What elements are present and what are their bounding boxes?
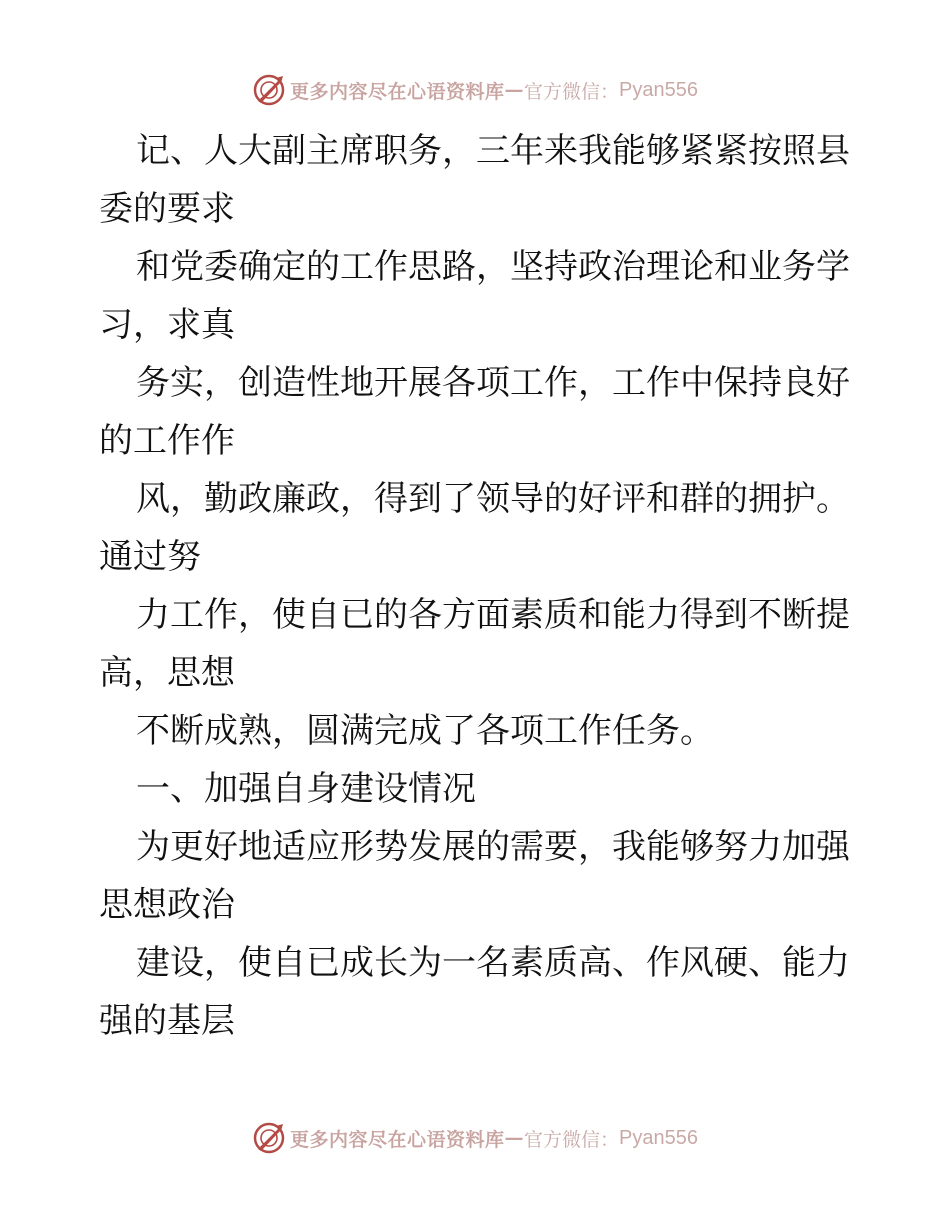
body-line: 和党委确定的工作思路，坚持政治理论和业务学 bbox=[136, 247, 850, 287]
footer-promo-text: 更多内容尽在心语资料库 bbox=[290, 1128, 505, 1151]
body-line: 强的基层 bbox=[99, 1001, 235, 1041]
body-line: 委的要求 bbox=[99, 189, 235, 229]
header-wechat-id: Pyan556 bbox=[619, 78, 698, 101]
footer-dash: — bbox=[504, 1127, 525, 1149]
body-line: 风，勤政廉政，得到了领导的好评和群的拥护。 bbox=[136, 479, 850, 519]
header-banner bbox=[0, 70, 950, 110]
body-line: 务实，创造性地开展各项工作，工作中保持良好 bbox=[136, 363, 850, 403]
header-dash: — bbox=[504, 79, 525, 101]
quill-logo-icon bbox=[252, 1121, 286, 1155]
body-line: 不断成熟，圆满完成了各项工作任务。 bbox=[136, 711, 714, 751]
body-line: 记、人大副主席职务，三年来我能够紧紧按照县 bbox=[136, 131, 850, 171]
footer-wechat-label: 官方微信： bbox=[524, 1128, 620, 1151]
header-wechat-label: 官方微信： bbox=[524, 80, 620, 103]
body-line: 建设，使自已成长为一名素质高、作风硬、能力 bbox=[136, 943, 850, 983]
body-line: 高，思想 bbox=[99, 653, 235, 693]
quill-logo-icon bbox=[252, 73, 286, 107]
body-line: 为更好地适应形势发展的需要，我能够努力加强 bbox=[136, 827, 850, 867]
body-line: 的工作作 bbox=[99, 421, 235, 461]
footer-banner bbox=[0, 1118, 950, 1158]
body-line: 通过努 bbox=[99, 537, 201, 577]
body-line: 力工作，使自已的各方面素质和能力得到不断提 bbox=[136, 595, 850, 635]
section-heading: 一、加强自身建设情况 bbox=[136, 769, 476, 809]
document-body bbox=[99, 122, 859, 1050]
body-line: 思想政治 bbox=[99, 885, 235, 925]
header-promo-text: 更多内容尽在心语资料库 bbox=[290, 80, 505, 103]
footer-wechat-id: Pyan556 bbox=[619, 1126, 698, 1149]
body-line: 习，求真 bbox=[99, 305, 235, 345]
